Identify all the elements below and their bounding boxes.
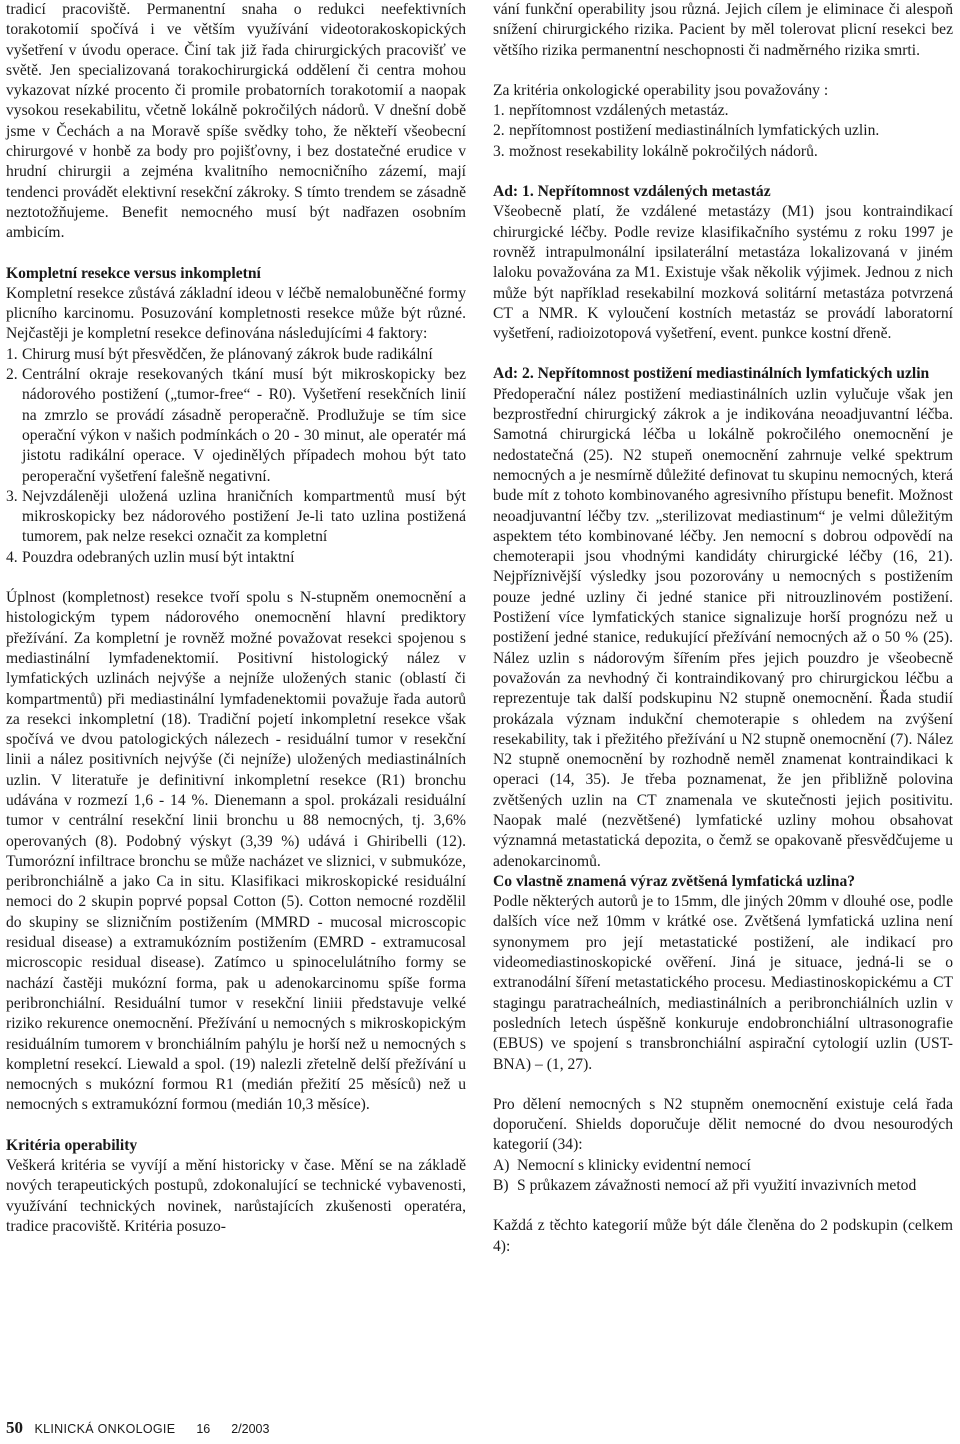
paragraph-completeness: Úplnost (kompletnost) resekce tvoří spolu s N-stupněm onemocnění a histologickým typem nádorového onemocnění hlavní prediktory přežívání. Za kompletní je rovněž možné považovat resekci spojenou s mediastinální lymfadenektomií. Positivní histologický nález v lymfatických uzlinách nejvýše a nejníže uložených stanic (oblastí či kompartmentů) při mediastinální lymfadenektomii považuje řada autorů za resekci inkompletní (18). Tradiční pojetí inkompletní resekce však spočívá ve dvou patologických nálezech - residuální tumor v resekční linii a nález positivních nejvýše (či nejníže) uložených mediastinálních uzlin. V literatuře je definitivní inkompletní resekce (R1) bronchu udávána v rozmezí 1,6 - 14 %. Dienemann a spol. prokázali residuální tumor v centrální resekční linii bronchu u 88 nemocných, tj. 3,6% operovaných (8). Podobný výskyt (3,39 %) udává i Ghiribelli (12). Tumorózní infiltrace bronchu se může nacházet ve sliznici, v submukóze, peribronchiálně a jako Ca in situ. Klasifikaci mikroskopické residuální nemoci do 2 skupin poprvé popsal Cotton (5). Cotton nemocné rozdělil do skupiny se slizničním postižením (MMRD - mucosal microscopic residual disease) a extramukózním postižením (EMRD - extramucosal microscopic residual disease). Zatímco u spinocelulátního formy se nachází častěji mukózní forma, pak u adenokarcinomu spíše forma peribronchiální. Residuální tumor v resekční liniii představuje velké riziko rekurence onemocnění. Přežívání u nemocných s mikroskopickým residuálním tumorem v bronchiálním pahýlu je horší než u nemocných s kompletní resekcí. Liewald a spol. (19) nalezli zřetelně delší přežívání u nemocných s mukózní formou R1 (medián přežití 25 měsíců) než u nemocných s extramukózní formou (medián 10,3 měsíce). [6, 589, 466, 1114]
list-item: 3. Nejvzdáleněji uložená uzlina hraničních kompartmentů musí být mikroskopicky bez nádorového postižení Je-li tato uzlina postižená tumorem, pak nelze resekci označit za kompletní [6, 487, 466, 546]
paragraph-ad1: Všeobecně platí, že vzdálené metastázy (M1) jsou kontraindikací chirurgické léčby. Podle revize klasifikačního systému z roku 1997 je rovněž intrapulmonální ipsilaterální metastáza lokalizovaná v jiném laloku považována za M1. Existuje však několik výjimek. Jednou z nich může být například resekabilní mozková solitární metastáza potvrzená CT a NMR. K vyloučení kostních metastáz se provádí laboratorní vyšetření, radioizotopová vyšetření, event. punkce kostní dřeně. [493, 203, 953, 343]
resection-factors-list [6, 345, 466, 568]
paragraph-functional-operability: vání funkční operability jsou různá. Jejich cílem je eliminace či alespoň snížení chirurgického rizika. Pacient by měl tolerovat plicní resekci bez většího rizika permanentní neschopnosti či nadměrného rizika smrti. [493, 1, 953, 59]
list-item: 2. Centrální okraje resekovaných tkání musí být mikroskopicky bez nádorového postižení („tumor-free“ - R0). Vyšetření resekčních linií na zmrzlo se provádí zásadně peroperačně. Prodlužuje se tím sice operační výkon v našich podmínkách o 20 - 30 minut, ale operatér má jistotu radikální operace. V ojedinělých případech mohou být tato peroperační vyšetření falešně negativní. [6, 366, 466, 485]
paragraph-n2-division: Pro dělení nemocných s N2 stupněm onemocnění existuje celá řada doporučení. Shields doporučuje dělit nemocné do dvou nesourodých kategorií (34): [493, 1095, 953, 1154]
list-item: B) S průkazem závažnosti nemocí až při využití invazivních metod [493, 1177, 917, 1195]
heading-ad2: Ad: 2. Nepřítomnost postižení mediastinálních lymfatických uzlin [493, 365, 930, 383]
paragraph-intro-continuation: tradicí pracoviště. Permanentní snaha o redukci neefektivních torakotomií spočívá i ve větším využívání videotorakoskopických vyšetření v úvodu operace. Činí tak již řada chirurgických pracovišť ve světě. Jen specializovaná torakochirurgická oddělení či centra mohou vykazovat nízké procento či promile probatorních torakotomií a naopak vysokou resekabilitu, včetně lokálně pokročilých nádorů. V dnešní době jsme v Čechách a na Moravě spíše svědky toho, že někteří všeobecní chirurgové v honbě za body pro pojišťovny, i bez dostatečné erudice v hrudní chirurgii a zejména kvalitního nemocničního zázemí, mají tendenci provádět elektivní resekční zákroky. S tímto trendem se zásadně neztotožňujeme. Benefit nemocného musí být nadřazen osobním ambicím. [6, 1, 466, 242]
heading-ad1: Ad: 1. Nepřítomnost vzdálených metastáz [493, 183, 771, 201]
list-item: 1. nepřítomnost vzdálených metastáz. [493, 102, 729, 120]
list-item: 2. nepřítomnost postižení mediastinálních lymfatických uzlin. [493, 122, 880, 140]
categories-list [493, 1156, 953, 1197]
paragraph-oncologic-criteria: Za kritéria onkologické operability jsou považovány : [493, 81, 829, 99]
page-number: 50 [6, 1418, 23, 1437]
journal-name: KLINICKÁ ONKOLOGIE [34, 1422, 176, 1436]
page-footer [6, 1418, 269, 1438]
list-item: A) Nemocní s klinicky evidentní nemocí [493, 1156, 751, 1174]
heading-operability-criteria: Kritéria operability [6, 1136, 138, 1154]
right-column [493, 0, 953, 1257]
list-item: 4. Pouzdra odebraných uzlin musí být intaktní [6, 548, 295, 566]
paragraph-complete-resection: Kompletní resekce zůstává základní ideou v léčbě nemalobuněčné formy plicního karcinomu. Posuzování kompletnosti resekce může být různé. Nejčastěji je kompletní resekce definována následujícími 4 faktory: [6, 284, 466, 343]
journal-issue: 2/2003 [231, 1422, 270, 1436]
paragraph-enlarged-node: Podle některých autorů je to 15mm, dle jiných 20mm v dlouhé ose, podle dalších více než 10mm v krátké ose. Zvětšená lymfatická uzlina není synonymem pro její metastatické postižení, ale indikací pro videomediastinoskopické ověření. Jiná je situace, jedná-li se o extranodální šíření metastatického procesu. Mediastinoskopickému a CT stagingu paratracheálních, mediastinálních a peribronchiálních uzlin v posledních letech úspěšně konkuruje endobronchiální ultrasonografie (EBUS) ve spojení s transbronchiální aspirační cytologií uzlin (UST-BNA) – (1, 27). [493, 893, 953, 1073]
journal-volume: 16 [196, 1422, 211, 1436]
paragraph-ad2: Předoperační nález postižení mediastinálních uzlin vylučuje však jen bezprostřední chirurgický zákrok a je indikována neoadjuvantní léčba. Samotná chirurgická léčba u lokálně pokročilého onemocnění je nedostatečná (25). N2 stupeň onemocnění zahrnuje velké spektrum nemocných a je nesmírně důležité definovat tu skupinu nemocných, která bude mít z tohoto kombinovaného agresivního přístupu benefit. Možnost neoadjuvantní léčby tzv. „sterilizovat mediastinum“ je velmi důležitým aspektem této kombinované léčby. Jen nemocní s dobrou odpovědí na chemoterapii jsou vhodnými kandidáty chirurgické léčby (16, 21). Nejpříznivější výsledky jsou pozorovány u nemocných s postižením pouze jedné uzliny či jedné stanice při nitrouzlinovém postižení. Postižení více lymfatických stanice signalizuje horší prognózu než u postižení jedné stanice, redukující přežívání nemocných až o 50 % (25). Nález uzlin s nádorovým šířením přes jejich pouzdro je všeobecně považován za nevhodný či kontraindikovaný pro chirurgickou léčbu a reprezentuje tak další podskupinu N2 stupně onemocnění. Řada studií prokázala význam indukční chemoterapie s ohledem na zvýšení resekability, tak i přežitého přežívání u N2 stupně onemocnění (7). Nález N2 stupně onemocnění by rozhodně neměl znamenat kontraindikaci k operaci (14, 35). Je třeba poznamenat, že jen přibližně polovina zvětšených uzlin na CT znamenala ve skutečnosti jejich positivitu. Naopak malé (nezvětšené) lymfatické uzliny mohou obsahovat významná metastatická depozita, o čemž se opakovaně přesvědčujeme u adenokarcinomů. [493, 385, 953, 870]
list-item: 1. Chirurg musí být přesvědčen, že plánovaný zákrok bude radikální [6, 345, 433, 363]
heading-complete-resection: Kompletní resekce versus inkompletní [6, 264, 261, 282]
left-column [6, 0, 466, 1237]
paragraph-operability: Veškerá kritéria se vyvíjí a mění historicky v čase. Mění se na základě nových terapeutických postupů, zdokonalující se technické vybavenosti, využívání technických novinek, narůstajících zkušenosti operatéra, tradice pracoviště. Kritéria posuzo- [6, 1157, 466, 1235]
oncologic-criteria-list [493, 101, 953, 162]
heading-enlarged-node: Co vlastně znamená výraz zvětšená lymfatická uzlina? [493, 872, 856, 890]
list-item: 3. možnost resekability lokálně pokročilých nádorů. [493, 142, 818, 160]
paragraph-subgroups: Každá z těchto kategorií může být dále členěna do 2 podskupin (celkem 4): [493, 1217, 953, 1255]
